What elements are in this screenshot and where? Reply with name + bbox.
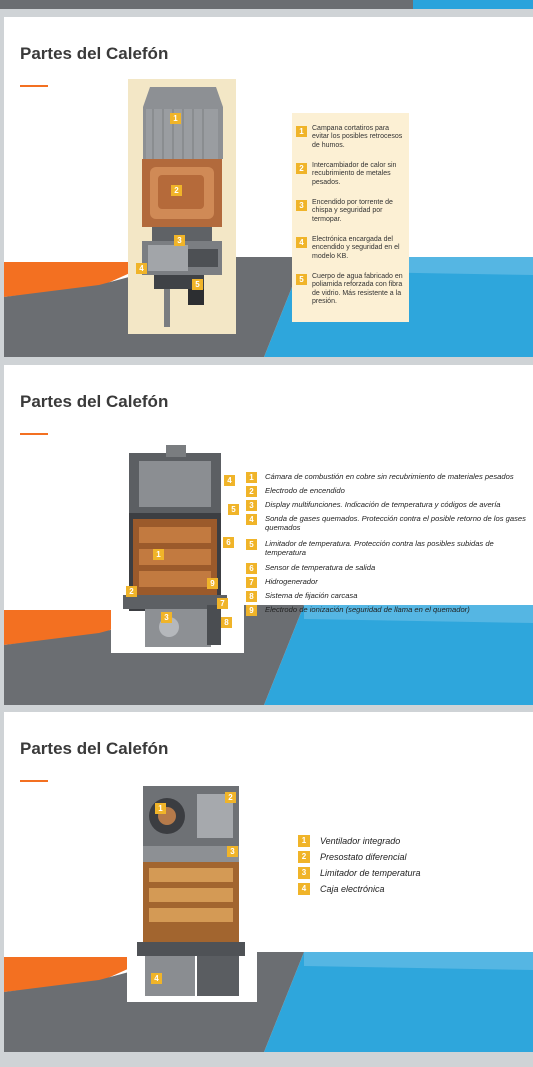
legend-text: Limitador de temperatura [320,868,421,878]
slide-1 [4,17,533,357]
slide-3 [4,712,533,1052]
legend-text: Cuerpo de agua fabricado en poliamida reforzada con fibra de vidrio. Más resistente a la presión. [312,273,403,306]
legend-text: Ventilador integrado [320,836,401,846]
legend-text: Electrónica encargada del encendido y seguridad en el modelo KB. [312,236,400,260]
legend-text: Intercambiador de calor sin recubrimiento de metales pesados. [312,162,397,186]
photo-marker: 3 [174,235,185,246]
heater-photo-2 [111,445,244,653]
legend-text: Electrodo de encendido [265,486,345,495]
photo-marker: 1 [155,803,166,814]
photo-marker: 4 [136,263,147,274]
photo-marker: 2 [171,185,182,196]
legend-number: 5 [246,539,257,550]
top-color-bar [0,0,533,9]
legend-number: 9 [246,605,257,616]
photo-marker: 1 [170,113,181,124]
parts-legend [292,113,409,322]
photo-marker: 9 [207,578,218,589]
photo-marker: 7 [217,598,228,609]
legend-number: 2 [246,486,257,497]
legend-number: 4 [296,237,307,248]
legend-number: 3 [298,867,310,879]
photo-marker: 4 [224,475,235,486]
legend-number: 3 [246,500,257,511]
legend-text: Campana cortatiros para evitar los posibles retrocesos de humos. [312,125,403,149]
legend-number: 1 [296,126,307,137]
slide-decoration [4,605,533,705]
photo-marker: 6 [223,537,234,548]
photo-marker: 1 [153,549,164,560]
legend-text: Encendido por torrente de chispa y seguridad por termopar. [312,199,393,223]
legend-text: Sonda de gases quemados. Protección contra el posible retorno de los gases quemados [265,514,526,533]
photo-marker: 2 [126,586,137,597]
slide-decoration [4,952,533,1052]
title-underline [20,780,48,782]
legend-number: 1 [246,472,257,483]
legend-number: 4 [246,514,257,525]
legend-text: Caja electrónica [320,884,385,894]
heater-photo-1 [128,79,236,334]
legend-text: Display multifunciones. Indicación de temperatura y códigos de avería [265,500,501,509]
slide-title: Partes del Calefón [20,392,169,411]
legend-text: Electrodo de ionización (seguridad de llama en el quemador) [265,605,470,614]
photo-marker: 5 [192,279,203,290]
legend-text: Sensor de temperatura de salida [265,563,376,572]
photo-marker: 8 [221,617,232,628]
slide-title: Partes del Calefón [20,44,169,63]
legend-text: Sistema de fijación carcasa [265,591,358,600]
legend-text: Cámara de combustión en cobre sin recubrimiento de materiales pesados [265,472,514,481]
photo-marker: 3 [227,846,238,857]
legend-number: 2 [296,163,307,174]
legend-number: 6 [246,563,257,574]
photo-marker: 3 [161,612,172,623]
legend-number: 8 [246,591,257,602]
photo-marker: 5 [228,504,239,515]
legend-number: 2 [298,851,310,863]
title-underline [20,433,48,435]
slide-2 [4,365,533,705]
photo-marker: 4 [151,973,162,984]
title-underline [20,85,48,87]
legend-text: Limitador de temperatura. Protección contra las posibles subidas de temperatura [265,539,494,558]
slide-decoration [4,257,533,357]
legend-number: 3 [296,200,307,211]
heater-photo-3 [127,782,257,1002]
legend-number: 5 [296,274,307,285]
legend-text: Hidrogenerador [265,577,318,586]
legend-number: 1 [298,835,310,847]
legend-text: Presostato diferencial [320,852,407,862]
photo-marker: 2 [225,792,236,803]
legend-number: 4 [298,883,310,895]
legend-number: 7 [246,577,257,588]
slide-title: Partes del Calefón [20,739,169,758]
